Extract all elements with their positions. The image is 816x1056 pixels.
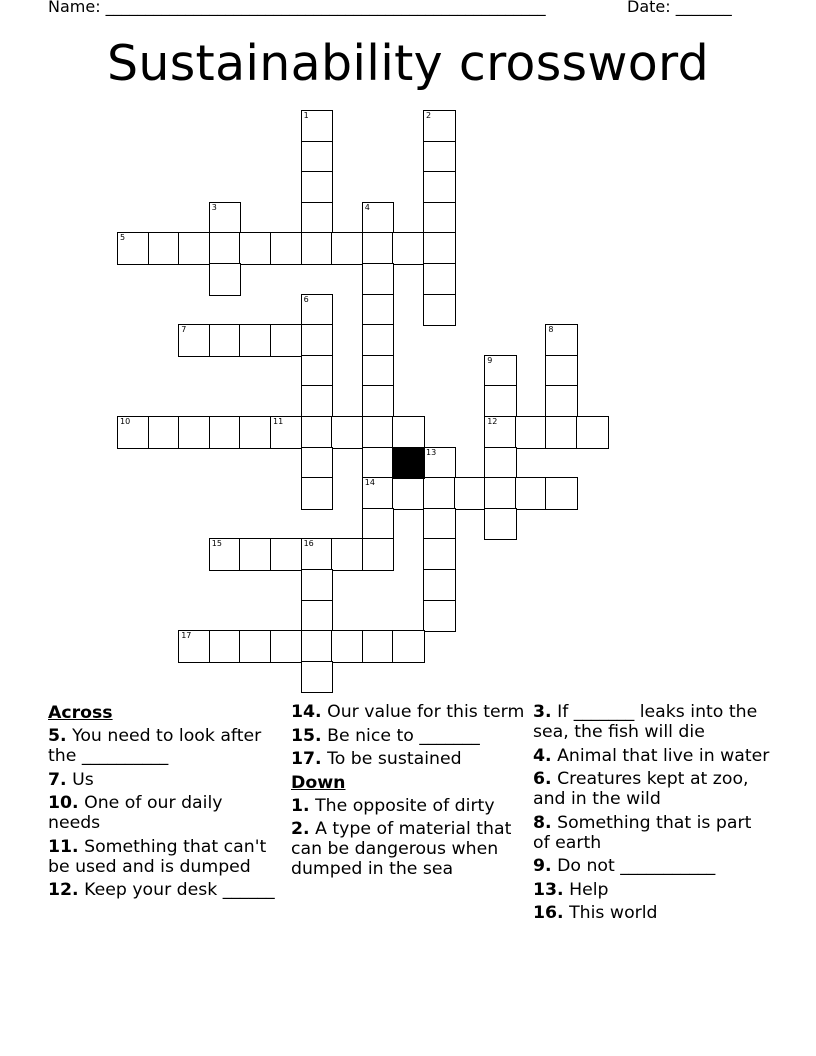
clue-text: A type of material that can be dangerous when dumped in the sea (291, 819, 512, 879)
clue-across-12 (48, 880, 280, 900)
grid-cell[interactable] (362, 324, 395, 357)
clue-number: 15. (291, 725, 322, 746)
clue-number: 1. (291, 795, 310, 816)
clue-number: 8. (533, 812, 552, 833)
clue-number: 13. (533, 879, 564, 900)
grid-cell[interactable] (301, 569, 334, 602)
grid-cell[interactable] (362, 508, 395, 541)
clue-number: 7. (48, 769, 67, 790)
clue-number-label: 5 (120, 233, 126, 243)
clue-text: The opposite of dirty (315, 795, 495, 816)
clue-across-5 (48, 726, 280, 766)
clue-down-2 (291, 819, 526, 879)
grid-cell[interactable] (148, 232, 181, 265)
grid-cell[interactable] (239, 416, 272, 449)
grid-cell[interactable] (301, 232, 334, 265)
clue-number-label: 8 (548, 325, 554, 335)
clue-number-label: 14 (364, 478, 375, 488)
grid-cell[interactable] (362, 263, 395, 296)
grid-cell[interactable] (331, 538, 364, 571)
clue-number-label: 6 (303, 294, 309, 304)
clue-number: 11. (48, 836, 79, 857)
grid-cell[interactable] (423, 202, 456, 235)
clue-number-label: 16 (303, 539, 314, 549)
grid-cell[interactable] (301, 538, 334, 571)
clue-down-1 (291, 796, 526, 816)
grid-cell[interactable] (423, 263, 456, 296)
grid-cell[interactable] (239, 232, 272, 265)
across-heading: Across (48, 703, 113, 723)
grid-cell[interactable] (301, 447, 334, 480)
grid-cell[interactable] (484, 508, 517, 541)
clue-number: 5. (48, 726, 67, 746)
clue-number-label: 9 (487, 355, 493, 365)
grid-cell[interactable] (423, 600, 456, 633)
grid-cell[interactable] (270, 630, 303, 663)
clue-number: 3. (533, 702, 552, 722)
grid-cell[interactable] (178, 324, 211, 357)
grid-cell[interactable] (484, 385, 517, 418)
clue-down-3 (533, 702, 773, 742)
grid-cell[interactable] (362, 355, 395, 388)
clue-number-label: 13 (426, 447, 437, 457)
clue-across-11 (48, 837, 280, 877)
grid-cell[interactable] (117, 416, 150, 449)
page-title: Sustainability crossword (106, 35, 710, 92)
grid-cell[interactable] (515, 477, 548, 510)
clue-across-7 (48, 770, 280, 790)
grid-cell[interactable] (423, 569, 456, 602)
grid-cell[interactable] (301, 355, 334, 388)
grid-cell[interactable] (178, 630, 211, 663)
grid-cell[interactable] (331, 630, 364, 663)
grid-cell[interactable] (209, 416, 242, 449)
grid-cell[interactable] (270, 324, 303, 357)
grid-cell[interactable] (545, 416, 578, 449)
grid-cell[interactable] (362, 294, 395, 327)
grid-cell[interactable] (209, 324, 242, 357)
clue-number: 14. (291, 702, 322, 722)
clues-column-3 (533, 702, 773, 927)
grid-cell[interactable] (270, 538, 303, 571)
grid-cell[interactable] (362, 630, 395, 663)
clue-text: Animal that live in water (557, 745, 770, 766)
grid-cell[interactable] (484, 477, 517, 510)
grid-cell[interactable] (239, 630, 272, 663)
grid-cell[interactable] (362, 202, 395, 235)
grid-cell[interactable] (392, 232, 425, 265)
clue-number: 9. (533, 856, 552, 876)
clue-down-8 (533, 813, 773, 853)
clue-text: Do not ___________ (557, 856, 716, 876)
grid-cell[interactable] (454, 477, 487, 510)
clue-number-label: 15 (211, 539, 222, 549)
grid-cell[interactable] (209, 630, 242, 663)
grid-cell[interactable] (301, 141, 334, 174)
down-heading: Down (291, 772, 346, 793)
date-field[interactable]: Date: _______ (627, 0, 732, 16)
clue-down-9 (533, 856, 773, 876)
clue-down-16 (533, 903, 773, 923)
grid-cell[interactable] (209, 202, 242, 235)
clue-number-label: 4 (364, 202, 370, 212)
clue-text: Something that can't be used and is dumped (48, 836, 267, 877)
clue-text: Our value for this term (327, 702, 525, 722)
clue-down-6 (533, 769, 773, 809)
grid-cell[interactable] (239, 324, 272, 357)
clue-number-label: 2 (426, 111, 432, 120)
clue-number-label: 10 (120, 417, 131, 426)
grid-cell[interactable] (423, 538, 456, 571)
grid-cell[interactable] (545, 385, 578, 418)
grid-cell[interactable] (331, 416, 364, 449)
grid-cell[interactable] (148, 416, 181, 449)
clue-text: Something that is part of earth (533, 812, 752, 853)
grid-cell[interactable] (423, 294, 456, 327)
grid-cell[interactable] (270, 232, 303, 265)
clue-across-14 (291, 702, 526, 722)
grid-cell[interactable] (178, 416, 211, 449)
grid-cell[interactable] (301, 416, 334, 449)
grid-cell[interactable] (392, 477, 425, 510)
grid-cell[interactable] (209, 538, 242, 571)
grid-cell[interactable] (545, 355, 578, 388)
clue-text: Keep your desk ______ (84, 880, 275, 900)
grid-cell[interactable] (301, 661, 334, 694)
grid-cell[interactable] (423, 110, 456, 143)
grid-cell[interactable] (362, 232, 395, 265)
grid-cell[interactable] (362, 447, 395, 480)
clue-text: To be sustained (327, 749, 462, 769)
clue-number-label: 1 (303, 111, 309, 120)
grid-cell[interactable] (301, 324, 334, 357)
clues-column-2 (291, 702, 526, 883)
grid-cell[interactable] (301, 171, 334, 204)
clue-number-label: 3 (211, 202, 217, 212)
clue-text: Us (72, 769, 94, 790)
clue-number-label: 7 (181, 325, 187, 335)
grid-cell[interactable] (301, 385, 334, 418)
grid-cell[interactable] (423, 232, 456, 265)
clue-text: Help (569, 879, 609, 900)
clue-number: 12. (48, 880, 79, 900)
grid-cell[interactable] (117, 232, 150, 265)
grid-cell[interactable] (209, 263, 242, 296)
clue-text: This world (569, 903, 658, 923)
grid-cell[interactable] (423, 508, 456, 541)
grid-cell[interactable] (576, 416, 609, 449)
grid-cell[interactable] (301, 294, 334, 327)
grid-cell[interactable] (178, 232, 211, 265)
grid-cell[interactable] (423, 477, 456, 510)
grid-cell[interactable] (484, 416, 517, 449)
grid-cell[interactable] (545, 477, 578, 510)
grid-cell[interactable] (362, 416, 395, 449)
clue-text: Creatures kept at zoo, and in the wild (533, 769, 749, 809)
clue-number-label: 12 (487, 417, 498, 426)
clue-number: 17. (291, 749, 322, 769)
clue-number-label: 11 (273, 417, 284, 426)
grid-cell[interactable] (301, 110, 334, 143)
grid-cell[interactable] (362, 385, 395, 418)
clue-number: 4. (533, 745, 552, 766)
clue-number: 6. (533, 769, 552, 789)
clue-down-4 (533, 746, 773, 766)
clues-column-1 (48, 702, 280, 904)
grid-cell[interactable] (301, 477, 334, 510)
grid-cell[interactable] (331, 232, 364, 265)
clue-number-label: 17 (181, 631, 192, 641)
grid-cell[interactable] (270, 416, 303, 449)
grid-cell[interactable] (209, 232, 242, 265)
grid-cell[interactable] (362, 538, 395, 571)
grid-cell[interactable] (484, 355, 517, 388)
clue-text: Be nice to _______ (327, 725, 480, 746)
grid-cell[interactable] (301, 630, 334, 663)
clue-number: 16. (533, 903, 564, 923)
grid-cell[interactable] (392, 630, 425, 663)
clue-text: You need to look after the __________ (48, 726, 262, 766)
grid-cell[interactable] (515, 416, 548, 449)
grid-cell[interactable] (423, 141, 456, 174)
clue-across-15 (291, 726, 526, 746)
clue-across-10 (48, 793, 280, 833)
clue-number: 10. (48, 793, 79, 813)
grid-cell[interactable] (545, 324, 578, 357)
name-field[interactable]: Name: _______________________________________________________ (48, 0, 546, 16)
grid-cell[interactable] (484, 447, 517, 480)
clue-down-13 (533, 880, 773, 900)
grid-cell[interactable] (239, 538, 272, 571)
grid-cell[interactable] (362, 477, 395, 510)
clue-across-17 (291, 749, 526, 769)
clue-number: 2. (291, 819, 310, 839)
grid-cell[interactable] (423, 171, 456, 204)
black-cell (392, 447, 425, 480)
grid-cell[interactable] (301, 600, 334, 633)
clue-text: One of our daily needs (48, 793, 223, 833)
grid-cell[interactable] (301, 202, 334, 235)
grid-cell[interactable] (392, 416, 425, 449)
clue-text: If _______ leaks into the sea, the fish will die (533, 702, 758, 742)
grid-cell[interactable] (423, 447, 456, 480)
